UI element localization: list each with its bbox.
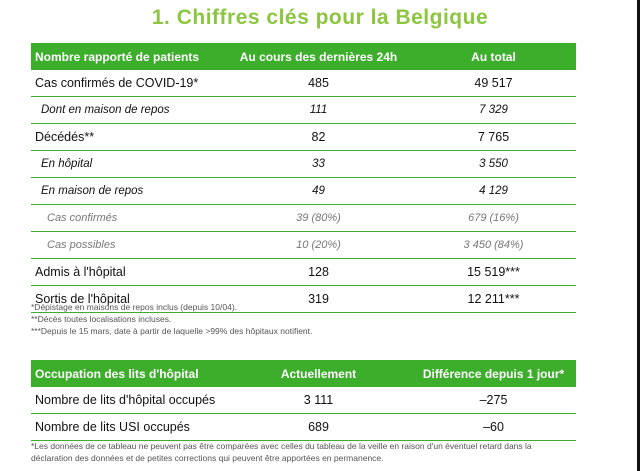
row-current: 3 111 <box>226 387 411 414</box>
table-row <box>31 124 576 151</box>
header-patients: Nombre rapporté de patients <box>31 43 226 70</box>
row-current: 689 <box>226 414 411 441</box>
row-last24: 111 <box>226 97 411 124</box>
footnote: **Décès toutes localisations incluses. <box>31 314 172 324</box>
row-total: 7 329 <box>411 97 576 124</box>
row-total: 12 211*** <box>411 286 576 313</box>
row-label: Cas possibles <box>31 232 226 259</box>
row-total: 679 (16%) <box>411 205 576 232</box>
table-row <box>31 205 576 232</box>
footnote: *Les données de ce tableau ne peuvent pas être comparées avec celles du tableau de la veille en raison d'un éventuel retard dans la <box>31 441 532 451</box>
table-row <box>31 387 576 414</box>
header-current: Actuellement <box>226 360 411 387</box>
table-header-row <box>31 43 576 70</box>
row-total: 3 550 <box>411 151 576 178</box>
row-label: Cas confirmés de COVID-19* <box>31 70 226 97</box>
row-label: Sortis de l'hôpital <box>31 286 226 313</box>
key-figures-table <box>31 43 576 313</box>
row-last24: 10 (20%) <box>226 232 411 259</box>
footnote: *Dépistage en maisons de repos inclus (depuis 10/04). <box>31 302 238 312</box>
row-last24: 82 <box>226 124 411 151</box>
row-label: Admis à l'hôpital <box>31 259 226 286</box>
table-row <box>31 178 576 205</box>
table-row <box>31 259 576 286</box>
table-row <box>31 232 576 259</box>
row-total: 4 129 <box>411 178 576 205</box>
footnote: ***Depuis le 15 mars, date à partir de laquelle >99% des hôpitaux notifient. <box>31 326 313 336</box>
footnotes-table2 <box>31 440 571 464</box>
row-label: Nombre de lits USI occupés <box>31 414 226 441</box>
row-label: Nombre de lits d'hôpital occupés <box>31 387 226 414</box>
row-label: Dont en maison de repos <box>31 97 226 124</box>
header-difference: Différence depuis 1 jour* <box>411 360 576 387</box>
row-label: En hôpital <box>31 151 226 178</box>
header-bed-occupancy: Occupation des lits d'hôpital <box>31 360 226 387</box>
row-last24: 39 (80%) <box>226 205 411 232</box>
footnote: déclaration des données et de petites corrections qui peuvent être apportées en permanence. <box>31 453 384 463</box>
row-diff: –60 <box>411 414 576 441</box>
hospital-beds-table <box>31 360 576 441</box>
row-total: 15 519*** <box>411 259 576 286</box>
header-total: Au total <box>411 43 576 70</box>
row-total: 49 517 <box>411 70 576 97</box>
row-label: Décédés** <box>31 124 226 151</box>
row-last24: 485 <box>226 70 411 97</box>
row-total: 3 450 (84%) <box>411 232 576 259</box>
footnotes-table1 <box>31 301 312 337</box>
row-total: 7 765 <box>411 124 576 151</box>
row-diff: –275 <box>411 387 576 414</box>
header-last-24h: Au cours des dernières 24h <box>226 43 411 70</box>
table-header-row <box>31 360 576 387</box>
row-last24: 319 <box>226 286 411 313</box>
row-label: Cas confirmés <box>31 205 226 232</box>
row-label: En maison de repos <box>31 178 226 205</box>
row-last24: 128 <box>226 259 411 286</box>
table-row <box>31 414 576 441</box>
table-row <box>31 70 576 97</box>
table-row <box>31 151 576 178</box>
table-row <box>31 97 576 124</box>
row-last24: 49 <box>226 178 411 205</box>
row-last24: 33 <box>226 151 411 178</box>
page-title: 1. Chiffres clés pour la Belgique <box>151 6 489 29</box>
